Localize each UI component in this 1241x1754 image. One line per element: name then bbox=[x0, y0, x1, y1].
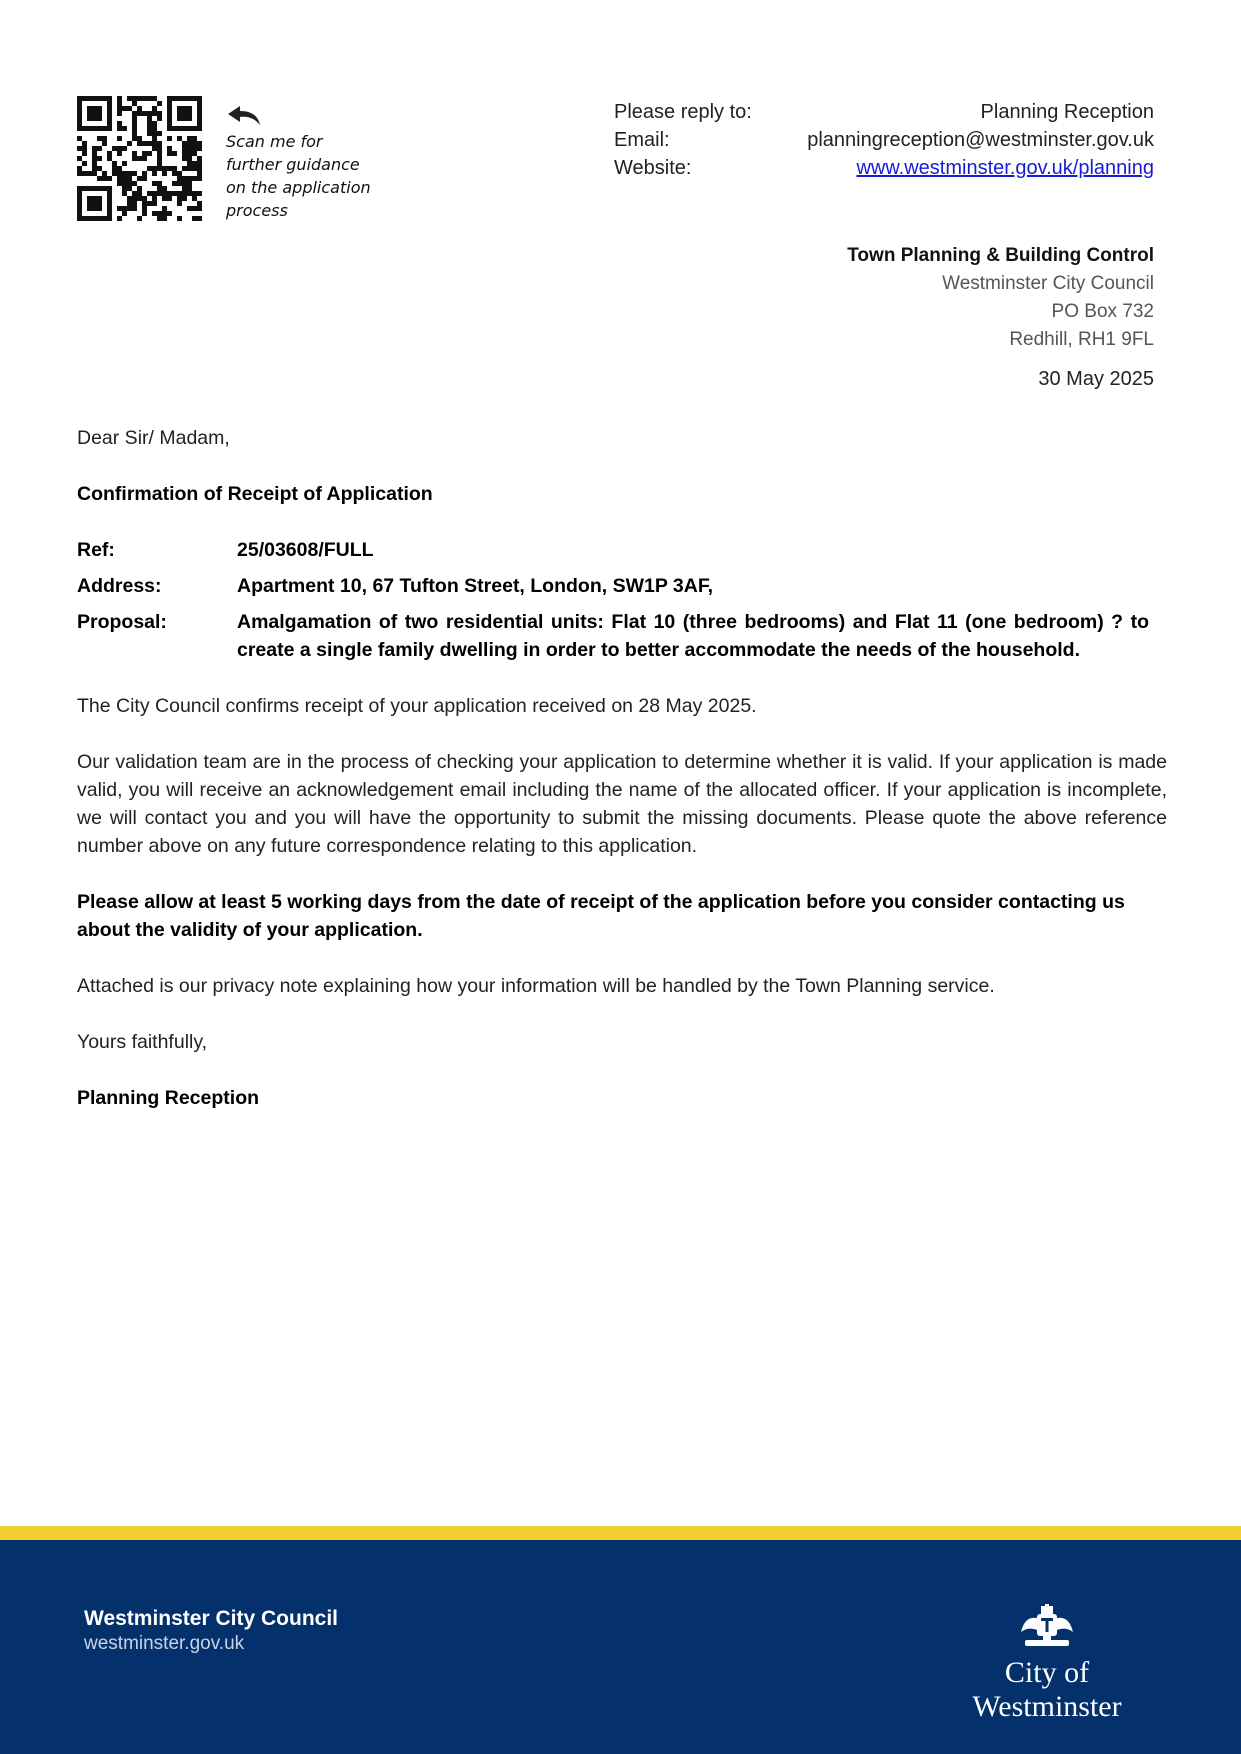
paragraph-privacy: Attached is our privacy note explaining how your information will be handled by the Town Planning service. bbox=[77, 975, 995, 997]
ref-label: Ref: bbox=[77, 539, 115, 561]
department-po-box: PO Box 732 bbox=[1051, 301, 1154, 322]
reply-to-row bbox=[614, 98, 1154, 126]
signoff: Planning Reception bbox=[77, 1087, 260, 1109]
scan-guidance bbox=[226, 104, 376, 222]
reply-to-label: Please reply to: bbox=[614, 101, 752, 123]
footer bbox=[0, 1540, 1241, 1754]
website-link[interactable]: www.westminster.gov.uk/planning bbox=[856, 157, 1154, 179]
footer-org-name: Westminster City Council bbox=[84, 1607, 338, 1630]
closing: Yours faithfully, bbox=[77, 1031, 208, 1053]
letter-date: 30 May 2025 bbox=[1038, 368, 1154, 390]
ref-row bbox=[77, 536, 1149, 564]
proposal-row bbox=[77, 608, 1149, 664]
city-logo-text: City of Westminster bbox=[972, 1656, 1122, 1723]
department-town: Redhill, RH1 9FL bbox=[1009, 329, 1154, 350]
ref-value: 25/03608/FULL bbox=[237, 539, 374, 561]
scan-text: Scan me for further guidance on the application process bbox=[226, 132, 371, 220]
proposal-label: Proposal: bbox=[77, 611, 167, 633]
reply-contact-block bbox=[614, 98, 1154, 182]
footer-org bbox=[84, 1606, 338, 1656]
reply-to-value: Planning Reception bbox=[980, 101, 1154, 123]
website-row bbox=[614, 154, 1154, 182]
salutation: Dear Sir/ Madam, bbox=[77, 427, 230, 449]
paragraph-allow-days: Please allow at least 5 working days from the date of receipt of the application before you consider contacting us about the validity of your application. bbox=[77, 891, 1125, 941]
paragraph-receipt: The City Council confirms receipt of your application received on 28 May 2025. bbox=[77, 695, 757, 717]
proposal-value: Amalgamation of two residential units: Flat 10 (three bedrooms) and Flat 11 (one bedroom) ? to create a single family dwelling in order to better accommodate the needs of the household. bbox=[237, 611, 1149, 661]
email-row bbox=[614, 126, 1154, 154]
city-crest-icon bbox=[1017, 1604, 1077, 1650]
address-row bbox=[77, 572, 1149, 600]
department-name: Town Planning & Building Control bbox=[847, 245, 1154, 266]
city-logo bbox=[927, 1604, 1167, 1724]
website-label: Website: bbox=[614, 157, 692, 179]
subject-heading: Confirmation of Receipt of Application bbox=[77, 483, 433, 505]
email-value: planningreception@westminster.gov.uk bbox=[807, 129, 1154, 151]
qr-code-icon[interactable] bbox=[77, 96, 202, 221]
footer-stripe bbox=[0, 1526, 1241, 1540]
reply-arrow-icon bbox=[226, 104, 262, 126]
department-org: Westminster City Council bbox=[942, 273, 1154, 294]
department-address bbox=[847, 242, 1154, 354]
email-label: Email: bbox=[614, 129, 670, 151]
paragraph-validation: Our validation team are in the process of checking your application to determine whether it is valid. If your application is made valid, you will receive an acknowledgement email including the name of the allocated officer. If your application is incomplete, we will contact you and you will have the opportunity to submit the missing documents. Please quote the above reference number above on any future correspondence relating to this application. bbox=[77, 751, 1167, 857]
footer-website: westminster.gov.uk bbox=[84, 1633, 245, 1654]
application-details bbox=[77, 536, 1149, 672]
address-label: Address: bbox=[77, 575, 162, 597]
address-value: Apartment 10, 67 Tufton Street, London, SW1P 3AF, bbox=[237, 575, 713, 597]
